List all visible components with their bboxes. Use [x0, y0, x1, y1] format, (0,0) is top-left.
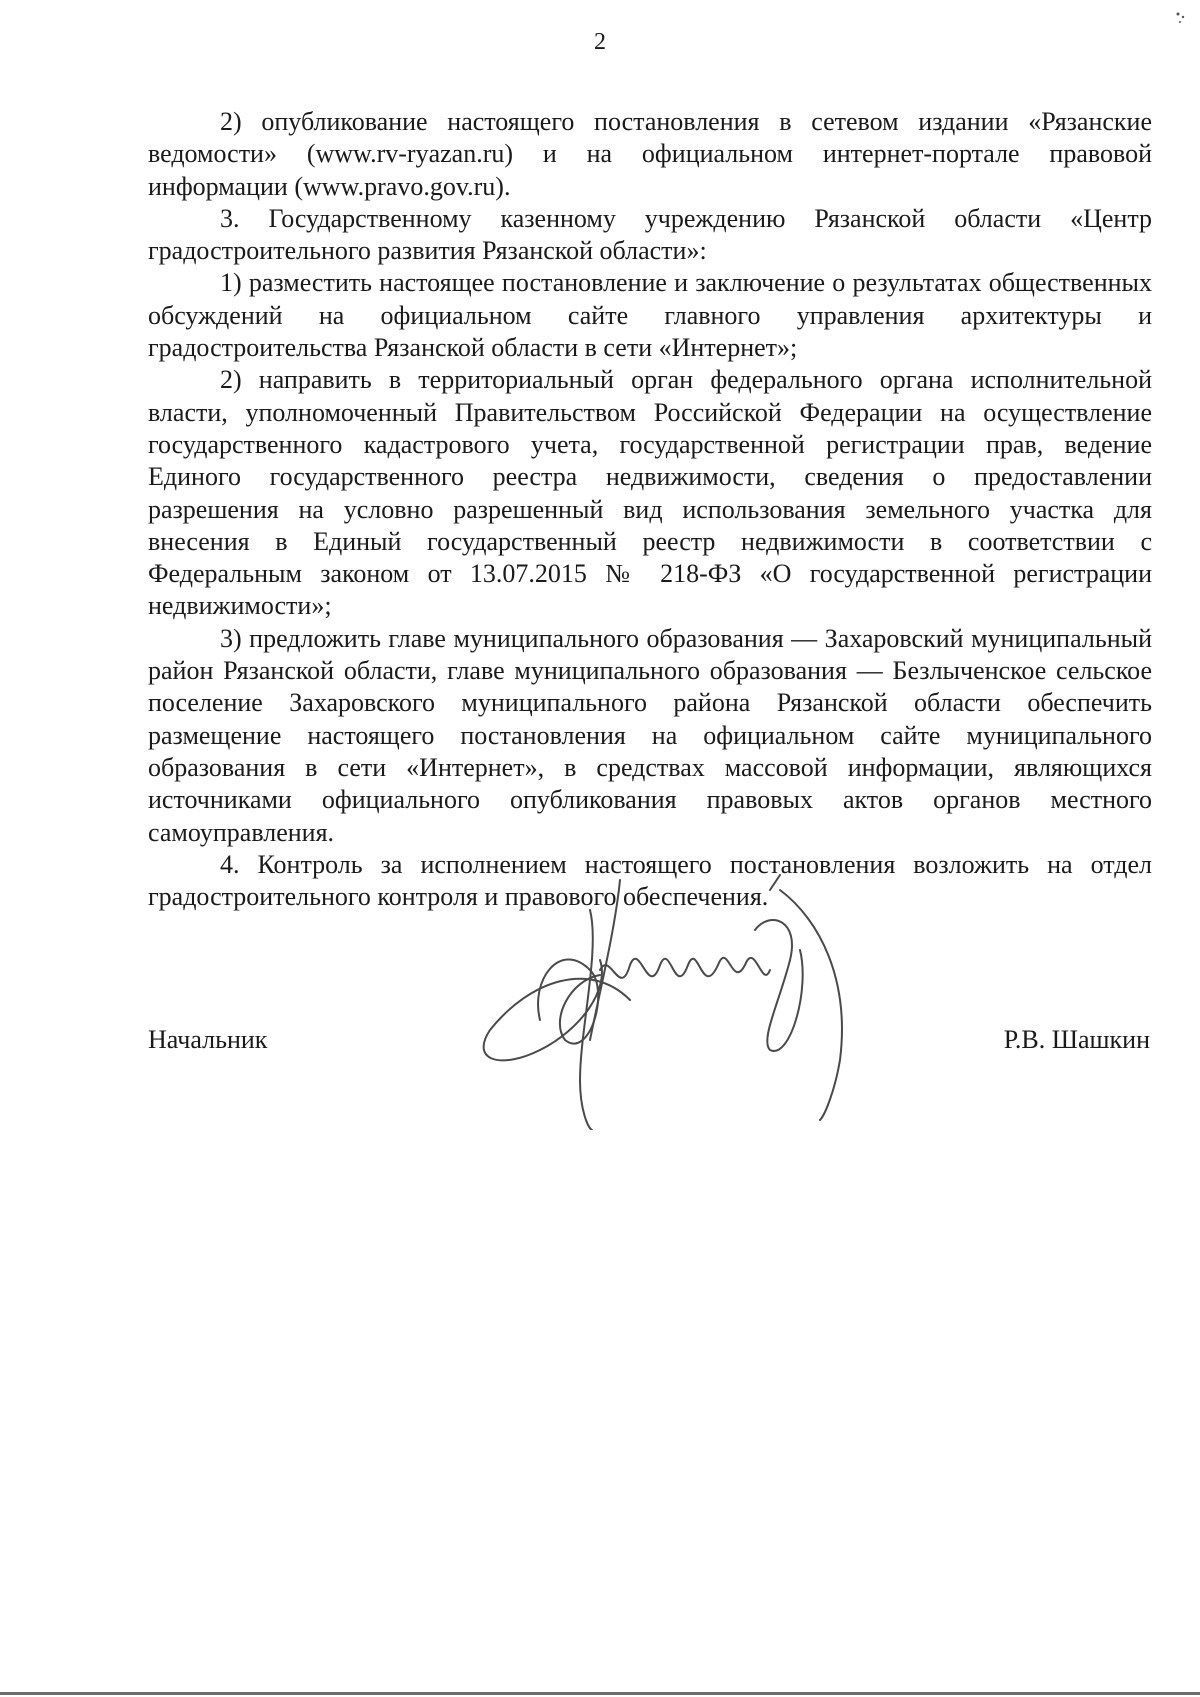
paragraph-item-3-3: 3) предложить главе муниципального образования — Захаровский муниципальный район Рязанской области, главе муниципального образования — Безлыченское сельское поселение Захаровского муниципального района Рязанской области обеспечить размещение настоящего постановления на официальном сайте муниципального образования в сети «Интернет», в средствах массовой информации, являющихся источниками официального опубликования правовых актов органов местного самоуправления.: [148, 623, 1152, 847]
paragraph-publication: 2) опубликование настоящего постановления в сетевом издании «Рязанские ведомости» (www.rv-ryazan.ru) и на официальном интернет-портале правовой информации (www.pravo.gov.ru).: [148, 107, 1152, 201]
page-number: 2: [594, 29, 606, 55]
signatory-position: Начальник: [148, 1025, 268, 1054]
paragraph-item-4: 4. Контроль за исполнением настоящего постановления возложить на отдел градостроительного контроля и правового обеспечения.: [148, 849, 1152, 912]
paragraph-item-3-1: 1) разместить настоящее постановление и заключение о результатах общественных обсуждений на официальном сайте главного управления архитектуры и градостроительства Рязанской области в сети «Интернет»;: [148, 268, 1152, 363]
scan-artifact-icon: [1170, 8, 1192, 30]
paragraph-item-3-2: 2) направить в территориальный орган федерального органа исполнительной власти, уполномоченный Правительством Российской Федерации на осуществление государственного кадастрового учета, государственной регистрации прав, ведение Единого государственного реестра недвижимости, сведения о предоставлении разрешения на условно разрешенный вид использования земельного участка для внесения в Единый государственный реестр недвижимости в соответствии с Федеральным законом от 13.07.2015 № 218-ФЗ «О государственной регистрации недвижимости»;: [148, 365, 1152, 621]
document-body: [148, 106, 1152, 913]
handwritten-signature: [470, 870, 890, 1130]
scan-bottom-edge: [0, 1692, 1200, 1695]
paragraph-item-3: 3. Государственному казенному учреждению Рязанской области «Центр градостроительного развития Рязанской области»:: [148, 203, 1152, 266]
signature-block: [148, 1022, 1152, 1062]
signatory-name: Р.В. Шашкин: [1003, 1025, 1150, 1054]
